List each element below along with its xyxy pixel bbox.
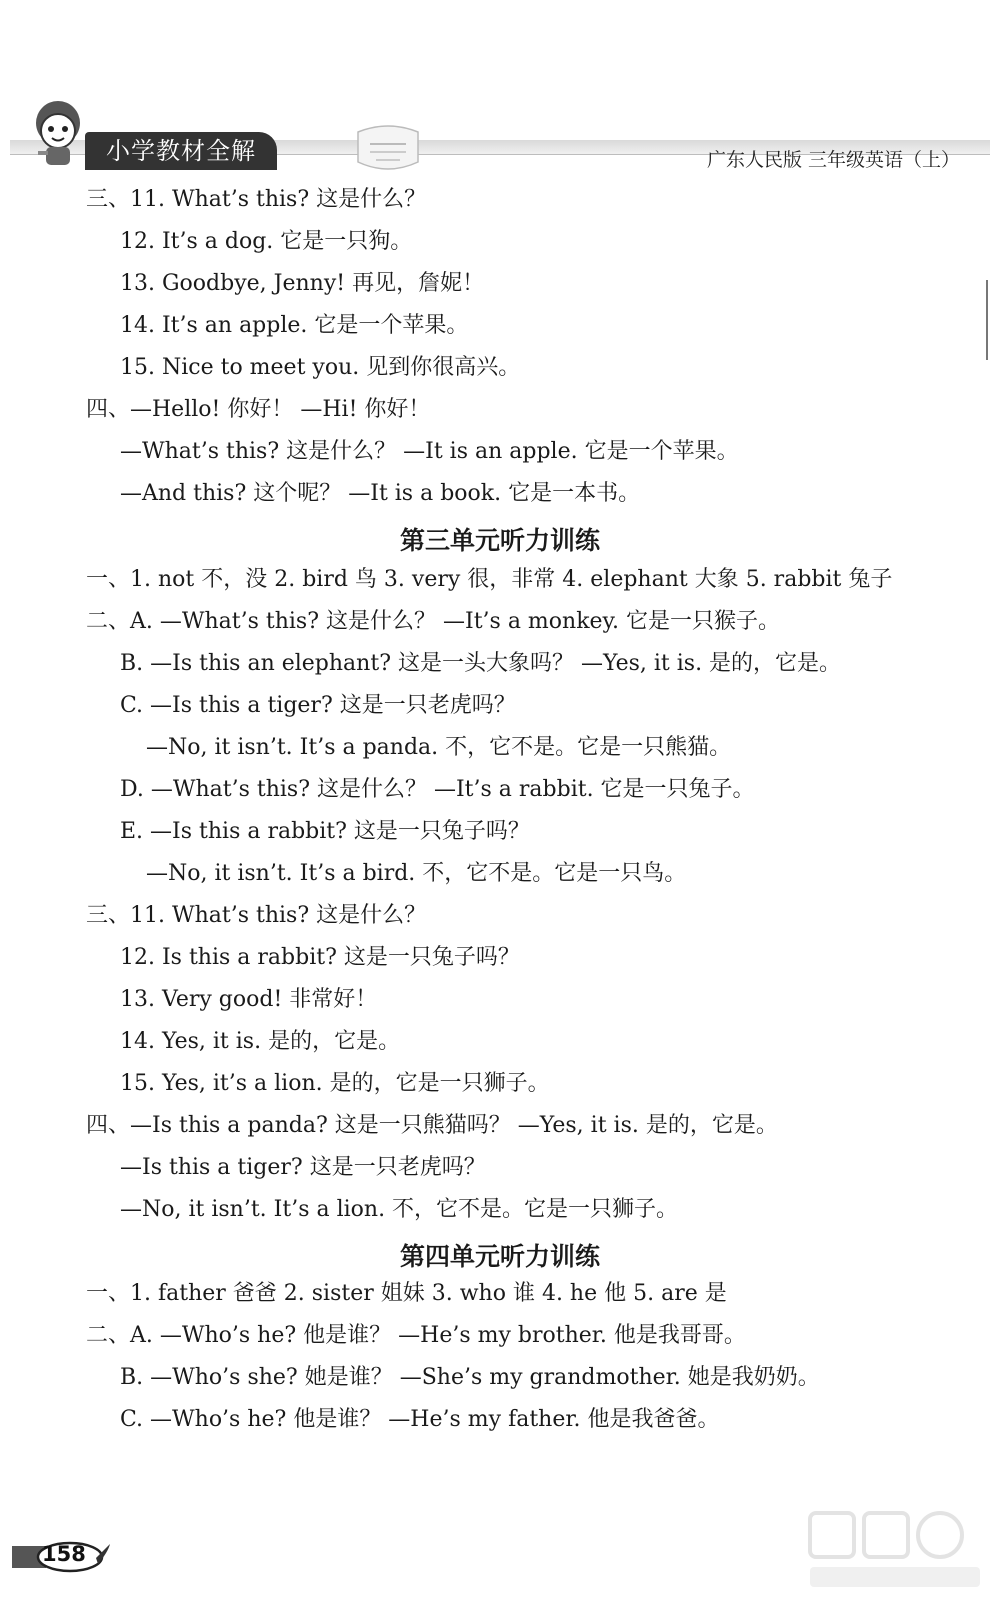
- book-title-tab: 小学教材全解: [85, 132, 277, 170]
- text-line: C. —Who’s he? 他是谁？ —He’s my father. 他是我爸爸。: [120, 1407, 720, 1432]
- text-line: 四、—Is this a panda? 这是一只熊猫吗？ —Yes, it is. 是的，它是。: [86, 1113, 778, 1138]
- section-heading-unit-3: 第三单元听力训练: [399, 526, 600, 555]
- text-line: C. —Is this a tiger? 这是一只老虎吗？: [120, 693, 516, 718]
- watermark-logo-icon: [800, 1505, 990, 1595]
- text-line: 12. It’s a dog. 它是一只狗。: [120, 229, 413, 254]
- text-line: 二、A. —What’s this? 这是什么？ —It’s a monkey. 它是一只猴子。: [86, 609, 781, 634]
- text-line: —No, it isn’t. It’s a panda. 不，它不是。它是一只熊猫。: [146, 735, 732, 760]
- text-line: —No, it isn’t. It’s a lion. 不，它不是。它是一只狮子。: [120, 1197, 679, 1222]
- text-line: 14. It’s an apple. 它是一个苹果。: [120, 313, 469, 338]
- text-line: 13. Very good! 非常好！: [120, 987, 378, 1012]
- text-line: D. —What’s this? 这是什么？ —It’s a rabbit. 它是一只兔子。: [120, 777, 755, 802]
- text-line: 13. Goodbye, Jenny! 再见，詹妮！: [120, 271, 485, 296]
- text-line: 一、1. father 爸爸 2. sister 姐妹 3. who 谁 4. he 他 5. are 是: [86, 1281, 727, 1306]
- text-line: 一、1. not 不，没 2. bird 鸟 3. very 很，非常 4. elephant 大象 5. rabbit 兔子: [86, 567, 893, 592]
- margin-mark: [986, 280, 988, 360]
- section-heading-unit-4: 第四单元听力训练: [399, 1242, 600, 1271]
- text-line: E. —Is this a rabbit? 这是一只兔子吗？: [120, 819, 530, 844]
- page-number: 158: [42, 1542, 86, 1566]
- seal-stamp-icon: [348, 122, 428, 176]
- text-line: 14. Yes, it is. 是的，它是。: [120, 1029, 401, 1054]
- text-line: 15. Yes, it’s a lion. 是的，它是一只狮子。: [120, 1071, 550, 1096]
- text-line: 四、—Hello! 你好！ —Hi! 你好！: [86, 397, 431, 422]
- text-line: 三、11. What’s this? 这是什么？: [86, 187, 427, 212]
- text-line: 15. Nice to meet you. 见到你很高兴。: [120, 355, 521, 380]
- text-line: —No, it isn’t. It’s a bird. 不，它不是。它是一只鸟。: [146, 861, 687, 886]
- text-line: B. —Who’s she? 她是谁？ —She’s my grandmother. 她是我奶奶。: [120, 1365, 820, 1390]
- text-line: —Is this a tiger? 这是一只老虎吗？: [120, 1155, 486, 1180]
- text-line: 12. Is this a rabbit? 这是一只兔子吗？: [120, 945, 520, 970]
- page-header: [0, 0, 1000, 185]
- text-line: 三、11. What’s this? 这是什么？: [86, 903, 427, 928]
- text-line: B. —Is this an elephant? 这是一头大象吗？ —Yes, it is. 是的，它是。: [120, 651, 842, 676]
- text-line: —What’s this? 这是什么？ —It is an apple. 它是一个苹果。: [120, 439, 739, 464]
- page-number-badge: [12, 1538, 112, 1574]
- text-line: 二、A. —Who’s he? 他是谁？ —He’s my brother. 他是我哥哥。: [86, 1323, 746, 1348]
- text-line: —And this? 这个呢？ —It is a book. 它是一本书。: [120, 481, 641, 506]
- edition-label: 广东人民版 三年级英语（上）: [706, 149, 960, 171]
